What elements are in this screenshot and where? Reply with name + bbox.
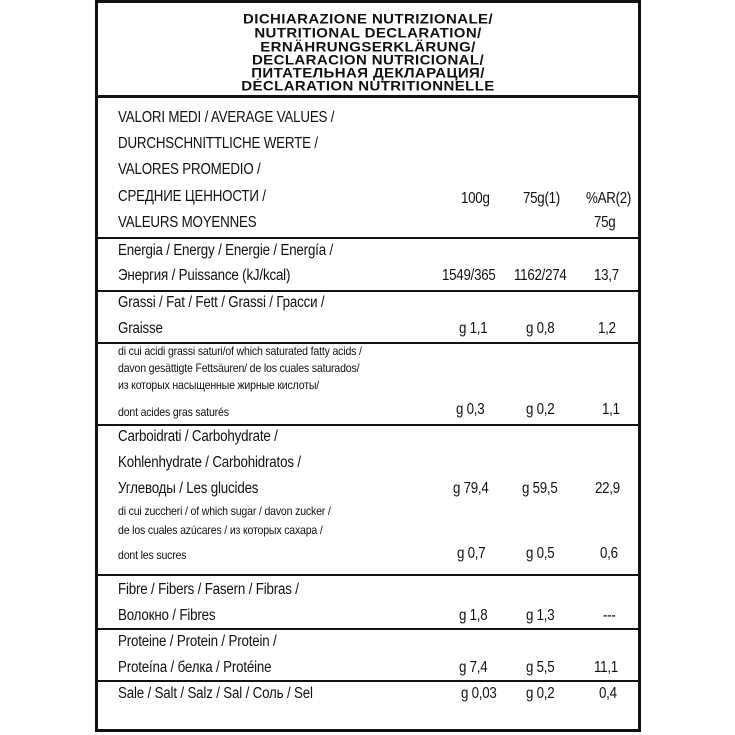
column-header-75g: 75g(1) (523, 190, 560, 207)
average-values-line-1: VALORI MEDI / AVERAGE VALUES / (118, 109, 335, 126)
fibre-value-ar: --- (603, 607, 616, 624)
sugars-label-line-3: dont les sucres (118, 548, 187, 562)
fibre-value-75g: g 1,3 (526, 607, 555, 624)
salt-value-100g: g 0,03 (461, 685, 497, 702)
header-line-de: ERNÄHRUNGSERKLÄRUNG/ (260, 39, 476, 56)
saturated-value-75g: g 0,2 (526, 401, 555, 418)
saturated-label-line-2: davon gesättigte Fettsäuren/ de los cuales saturados/ (118, 361, 360, 375)
sugars-label-line-1: di cui zuccheri / of which sugar / davon zucker / (118, 504, 331, 518)
label-header (98, 3, 638, 98)
header-line-en: NUTRITIONAL DECLARATION/ (254, 25, 482, 42)
header-line-ru: ПИТАТЕЛЬНАЯ ДЕКЛАРАЦИЯ/ (251, 65, 485, 82)
sugars-value-100g: g 0,7 (457, 545, 486, 562)
average-values-line-5: VALEURS MOYENNES (118, 214, 257, 231)
divider (98, 424, 638, 426)
average-values-line-2: DURCHSCHNITTLICHE WERTE / (118, 135, 318, 152)
sugars-value-ar: 0,6 (600, 545, 618, 562)
divider (98, 628, 638, 630)
carbs-value-75g: g 59,5 (522, 480, 558, 497)
protein-value-75g: g 5,5 (526, 659, 555, 676)
carbs-label-line-1: Carboidrati / Carbohydrate / (118, 428, 278, 445)
column-header-ar: %AR(2) (586, 190, 632, 207)
energy-value-75g: 1162/274 (514, 267, 567, 284)
carbs-value-ar: 22,9 (595, 480, 620, 497)
salt-label: Sale / Salt / Salz / Sal / Соль / Sel (118, 685, 313, 702)
sugars-label-line-2: de los cuales azúcares / из которых сахара / (118, 523, 323, 537)
energy-value-100g: 1549/365 (442, 267, 496, 284)
fat-value-100g: g 1,1 (459, 320, 488, 337)
energy-value-ar: 13,7 (594, 267, 619, 284)
header-line-es: DECLARACION NUTRICIONAL/ (251, 52, 485, 69)
saturated-value-100g: g 0,3 (456, 401, 485, 418)
saturated-label-line-1: di cui acidi grassi saturi/of which saturated fatty acids / (118, 344, 362, 358)
average-values-line-4: СРЕДНИЕ ЦЕННОСТИ / (118, 188, 266, 205)
fat-label-line-1: Grassi / Fat / Fett / Grassi / Грасси / (118, 294, 325, 311)
protein-value-100g: g 7,4 (459, 659, 488, 676)
fat-value-75g: g 0,8 (526, 320, 555, 337)
sugars-value-75g: g 0,5 (526, 545, 555, 562)
carbs-label-line-3: Углеводы / Les glucides (118, 480, 259, 497)
fibre-value-100g: g 1,8 (459, 607, 488, 624)
column-header-100g: 100g (461, 190, 490, 207)
column-header-ar-portion: 75g (594, 214, 616, 231)
header-line-it: DICHIARAZIONE NUTRIZIONALE/ (243, 11, 493, 28)
energy-label-line-1: Energia / Energy / Energie / Energía / (118, 242, 334, 259)
fat-label-line-2: Graisse (118, 320, 163, 337)
fat-value-ar: 1,2 (598, 320, 616, 337)
energy-label-line-2: Энергия / Puissance (kJ/kcal) (118, 267, 291, 284)
divider (98, 290, 638, 292)
salt-value-75g: g 0,2 (526, 685, 555, 702)
average-values-line-3: VALORES PROMEDIO / (118, 161, 261, 178)
saturated-value-ar: 1,1 (602, 401, 620, 418)
divider (98, 237, 638, 239)
divider (98, 680, 638, 682)
nutrition-label (95, 0, 641, 732)
saturated-label-line-3: из которых насыщенные жирные кислоты/ (118, 378, 320, 392)
divider (98, 574, 638, 576)
carbs-value-100g: g 79,4 (453, 480, 489, 497)
protein-value-ar: 11,1 (594, 659, 618, 676)
protein-label-line-1: Proteine / Protein / Protein / (118, 633, 277, 650)
fibre-label-line-2: Волокно / Fibres (118, 607, 216, 624)
protein-label-line-2: Proteína / белка / Protéine (118, 659, 272, 676)
header-line-fr: DÉCLARATION NUTRITIONNELLE (241, 78, 495, 95)
carbs-label-line-2: Kohlenhydrate / Carbohidratos / (118, 454, 301, 471)
salt-value-ar: 0,4 (599, 685, 617, 702)
fibre-label-line-1: Fibre / Fibers / Fasern / Fibras / (118, 581, 299, 598)
saturated-label-line-4: dont acides gras saturés (118, 405, 229, 419)
